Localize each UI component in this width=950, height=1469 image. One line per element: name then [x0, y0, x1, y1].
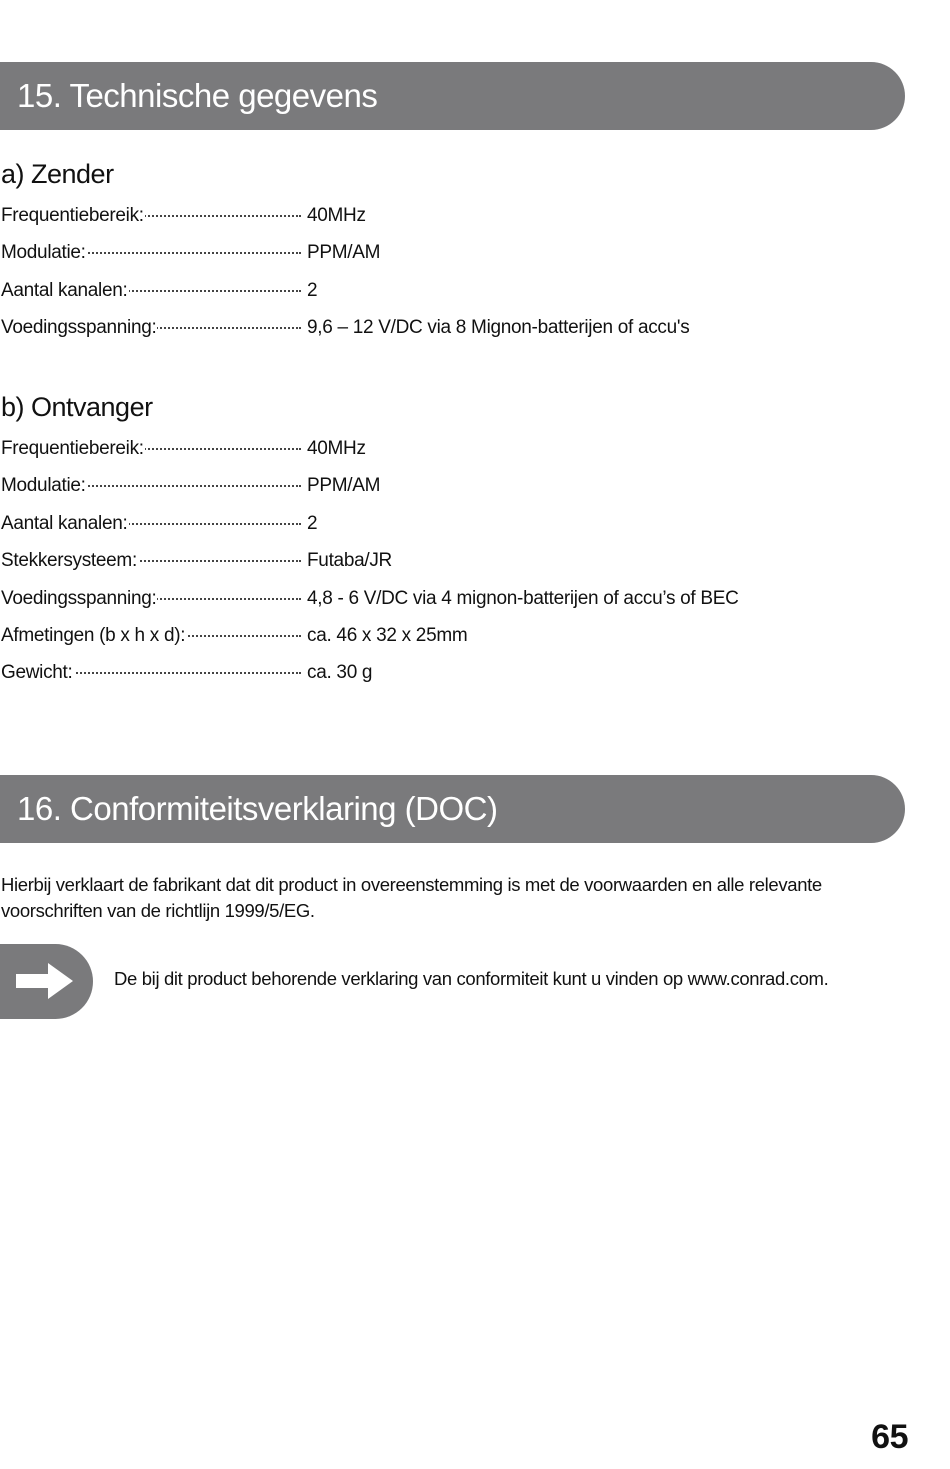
- spec-value: 40MHz: [307, 205, 366, 226]
- page-number: 65: [871, 1418, 908, 1456]
- arrow-right-icon: [14, 960, 76, 1002]
- spec-label: Stekkersysteem:: [1, 550, 137, 572]
- spec-row: [1, 438, 901, 475]
- receiver-spec-list: [1, 438, 901, 700]
- spec-value: 4,8 - 6 V/DC via 4 mignon-batterijen of accu’s of BEC: [307, 587, 739, 609]
- spec-value: Futaba/JR: [307, 550, 392, 572]
- spec-row: [1, 280, 901, 317]
- spec-value: ca. 30 g: [307, 662, 373, 684]
- spec-label: Modulatie:: [1, 475, 86, 497]
- section-title: 15. Technische gegevens: [17, 77, 378, 114]
- spec-label: Frequentiebereik:: [1, 205, 144, 226]
- conformity-note: De bij dit product behorende verklaring van conformiteit kunt u vinden op www.conrad.com.: [114, 968, 829, 989]
- spec-label: Voedingsspanning:: [1, 317, 157, 339]
- spec-row: [1, 588, 901, 625]
- spec-row: [1, 317, 901, 354]
- subheading-transmitter: a) Zender: [1, 159, 114, 189]
- spec-row: [1, 205, 901, 242]
- note-marker: [0, 944, 93, 1019]
- transmitter-spec-list: [1, 205, 901, 355]
- spec-label: Voedingsspanning:: [1, 587, 157, 609]
- section-title: 16. Conformiteitsverklaring (DOC): [17, 790, 498, 827]
- spec-label: Frequentiebereik:: [1, 438, 144, 459]
- spec-row: [1, 513, 901, 550]
- spec-row: [1, 662, 901, 699]
- spec-row: [1, 625, 901, 662]
- spec-label: Aantal kanalen:: [1, 279, 128, 301]
- spec-value: PPM/AM: [307, 242, 381, 264]
- spec-value: 40MHz: [307, 438, 366, 459]
- section-header-declaration-of-conformity: [0, 775, 905, 843]
- spec-row: [1, 242, 901, 279]
- subheading-receiver: b) Ontvanger: [1, 392, 153, 422]
- spec-value: ca. 46 x 32 x 25mm: [307, 624, 468, 646]
- spec-value: 9,6 – 12 V/DC via 8 Mignon-batterijen of accu's: [307, 317, 690, 339]
- spec-row: [1, 550, 901, 587]
- section-header-technical-data: [0, 62, 905, 130]
- spec-label: Gewicht:: [1, 662, 73, 684]
- spec-label: Aantal kanalen:: [1, 512, 128, 534]
- spec-value: PPM/AM: [307, 475, 381, 497]
- spec-value: 2: [307, 512, 318, 534]
- spec-label: Modulatie:: [1, 242, 86, 264]
- spec-label: Afmetingen (b x h x d):: [1, 624, 186, 646]
- spec-row: [1, 475, 901, 512]
- conformity-paragraph: Hierbij verklaart de fabrikant dat dit product in overeenstemming is met de voorwaarden en alle relevante voorschriften van de richtlijn 1999/5/EG.: [1, 874, 822, 921]
- spec-value: 2: [307, 279, 318, 301]
